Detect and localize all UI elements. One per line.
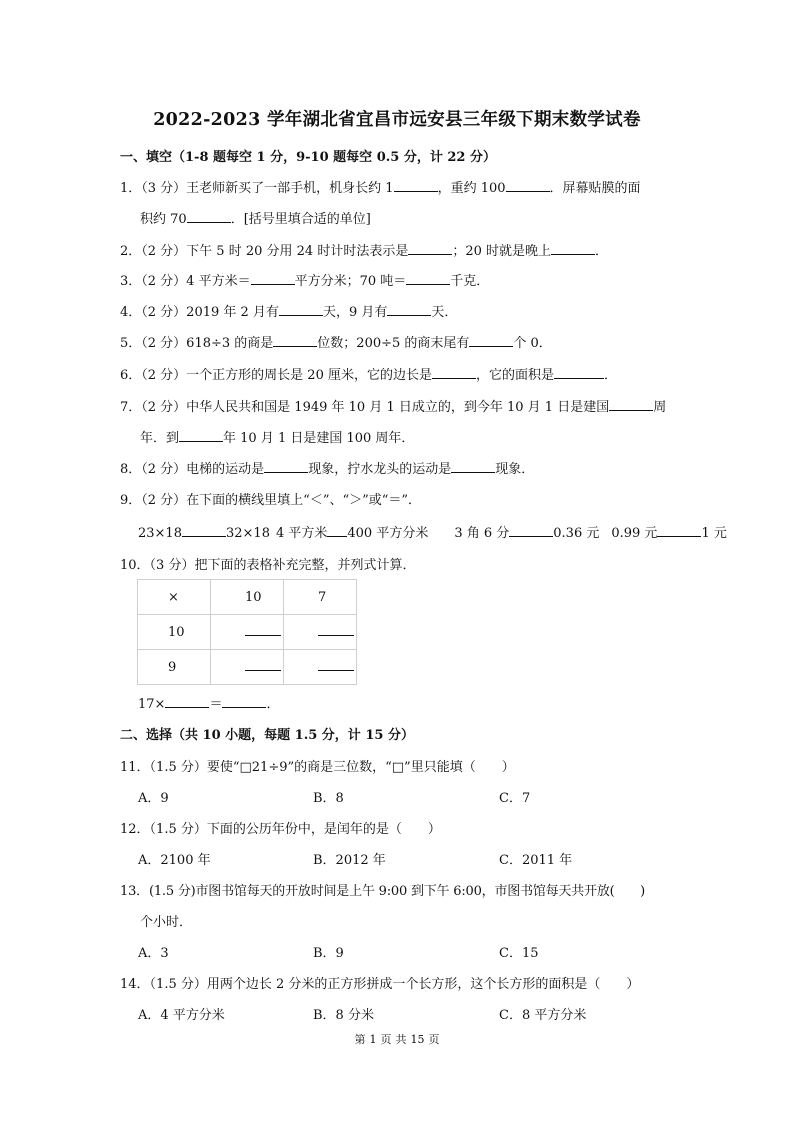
table-row xyxy=(138,615,357,650)
q7-blank-1[interactable] xyxy=(609,398,653,411)
table-answer-cell[interactable] xyxy=(211,650,284,685)
table-header-cell: 7 xyxy=(284,580,357,615)
section-choice-heading: 二、选择（共 10 小题，每题 1.5 分，计 15 分） xyxy=(120,728,414,743)
q10-calc-text-a: 17× xyxy=(138,697,166,712)
q9-blank-2[interactable] xyxy=(327,524,347,537)
q9-blank-1[interactable] xyxy=(182,524,226,537)
option-b[interactable]: B．2012 年 xyxy=(313,853,386,868)
q2-text-b: ；20 时就是晚上 xyxy=(452,244,552,259)
footer-text: 第 xyxy=(354,1033,366,1046)
q9-expr-5: 3 角 6 分 xyxy=(454,526,510,541)
q2-text-a: 2．（2 分）下午 5 时 20 分用 24 时计时法表示是 xyxy=(120,244,409,259)
q5-text-a: 5．（2 分）618÷3 的商是 xyxy=(120,336,274,351)
q4-text-b: 天，9 月有 xyxy=(322,305,388,320)
question-7 xyxy=(120,396,666,415)
question-14: 14．（1.5 分）用两个边长 2 分米的正方形拼成一个长方形，这个长方形的面积是（ ） xyxy=(120,977,640,992)
question-8 xyxy=(120,458,534,477)
q1-text-b: ，重约 100 xyxy=(437,181,506,196)
q6-blank-1[interactable] xyxy=(432,366,476,379)
q3-text-b: 平方分米；70 吨＝ xyxy=(294,274,407,289)
q8-blank-2[interactable] xyxy=(451,460,495,473)
q2-text-c: ． xyxy=(595,244,609,259)
table-answer-cell[interactable] xyxy=(211,615,284,650)
option-b[interactable]: B．8 xyxy=(313,791,344,806)
option-c[interactable]: C．7 xyxy=(499,791,531,806)
question-3 xyxy=(120,270,489,289)
q7-blank-2[interactable] xyxy=(179,429,223,442)
table-row xyxy=(138,650,357,685)
q7-text-d: 年 10 月 1 日是建国 100 周年． xyxy=(223,431,415,446)
q1-blank-2[interactable] xyxy=(506,179,550,192)
q3-text-a: 3．（2 分）4 平方米＝ xyxy=(120,274,251,289)
q3-text-c: 千克． xyxy=(450,274,490,289)
question-1-cont xyxy=(140,208,371,227)
multiplication-table xyxy=(137,579,357,685)
answer-blank[interactable] xyxy=(245,660,281,671)
section-fill-in-heading: 一、填空（1-8 题每空 1 分，9-10 题每空 0.5 分，计 22 分） xyxy=(120,150,496,165)
answer-blank[interactable] xyxy=(245,625,281,636)
table-row-label: 10 xyxy=(138,615,211,650)
question-13-cont: 个小时． xyxy=(140,915,193,930)
q2-blank-2[interactable] xyxy=(551,242,595,255)
q7-text-a: 7．（2 分）中华人民共和国是 1949 年 10 月 1 日成立的，到今年 10 月 1 日是建国 xyxy=(120,400,610,415)
q6-text-c: ． xyxy=(604,368,618,383)
q10-blank-1[interactable] xyxy=(165,695,209,708)
q9-expr-8: 1 元 xyxy=(701,526,727,541)
q1-text-c: ．屏幕贴膜的面 xyxy=(549,181,641,196)
q5-blank-2[interactable] xyxy=(469,334,513,347)
q4-blank-2[interactable] xyxy=(387,303,431,316)
q5-text-c: 个 0． xyxy=(513,336,552,351)
option-b[interactable]: B．8 分米 xyxy=(313,1008,374,1023)
q10-text-a: 10．（3 分）把下面的表格补充完整，并列式计算． xyxy=(120,558,416,573)
q6-blank-2[interactable] xyxy=(554,366,604,379)
q9-expr-6: 0.36 元 xyxy=(553,526,600,541)
option-a[interactable]: A．3 xyxy=(138,946,169,961)
footer-text: 页 xyxy=(380,1033,392,1046)
q10-blank-2[interactable] xyxy=(222,695,266,708)
q5-blank-1[interactable] xyxy=(273,334,317,347)
q4-blank-1[interactable] xyxy=(279,303,323,316)
q2-blank-1[interactable] xyxy=(408,242,452,255)
option-c[interactable]: C．2011 年 xyxy=(499,853,573,868)
table-answer-cell[interactable] xyxy=(284,650,357,685)
question-9 xyxy=(120,489,421,508)
question-2 xyxy=(120,240,608,259)
q1-text-d: 积约 70 xyxy=(140,212,187,227)
total-pages: 15 xyxy=(410,1033,425,1046)
page-footer xyxy=(0,1031,794,1047)
question-10 xyxy=(120,554,415,573)
footer-text: 页 xyxy=(428,1033,440,1046)
q7-text-b: 周 xyxy=(653,400,667,415)
question-11: 11．（1.5 分）要使“□21÷9”的商是三位数，“□”里只能填（ ） xyxy=(120,760,515,775)
answer-blank[interactable] xyxy=(318,625,354,636)
question-5 xyxy=(120,332,552,351)
table-header-cell: 10 xyxy=(211,580,284,615)
question-9-items xyxy=(138,522,727,541)
question-12: 12．（1.5 分）下面的公历年份中，是闰年的是（ ） xyxy=(120,822,441,837)
q9-expr-2: 32×18 xyxy=(225,526,270,541)
q3-blank-2[interactable] xyxy=(406,272,450,285)
q9-text-a: 9．（2 分）在下面的横线里填上“＜”、“＞”或“＝”． xyxy=(120,493,422,508)
option-a[interactable]: A．9 xyxy=(138,791,169,806)
q10-calc-text-b: ＝ xyxy=(209,697,223,712)
q6-text-a: 6．（2 分）一个正方形的周长是 20 厘米，它的边长是 xyxy=(120,368,432,383)
q1-blank-1[interactable] xyxy=(394,179,438,192)
q9-blank-3[interactable] xyxy=(509,524,553,537)
question-1 xyxy=(120,177,641,196)
q3-blank-1[interactable] xyxy=(251,272,295,285)
question-4 xyxy=(120,301,457,320)
q9-expr-1: 23×18 xyxy=(138,526,182,541)
question-7-cont xyxy=(140,427,414,446)
table-header-row xyxy=(138,580,357,615)
q8-text-c: 现象． xyxy=(495,462,535,477)
q1-text-e: ．[括号里填合适的单位] xyxy=(230,212,371,227)
q8-text-a: 8．（2 分）电梯的运动是 xyxy=(120,462,265,477)
q5-text-b: 位数；200÷5 的商末尾有 xyxy=(317,336,470,351)
q4-text-a: 4．（2 分）2019 年 2 月有 xyxy=(120,305,279,320)
question-6 xyxy=(120,364,617,383)
q8-blank-1[interactable] xyxy=(264,460,308,473)
q9-blank-4[interactable] xyxy=(657,524,701,537)
option-a[interactable]: A．2100 年 xyxy=(138,853,211,868)
option-a[interactable]: A．4 平方分米 xyxy=(138,1008,225,1023)
q4-text-c: 天． xyxy=(431,305,458,320)
table-header-cell: × xyxy=(138,580,211,615)
q9-expr-4: 400 平方分米 xyxy=(347,526,429,541)
q9-expr-3: 4 平方米 xyxy=(275,526,328,541)
q7-text-c: 年．到 xyxy=(140,431,180,446)
answer-blank[interactable] xyxy=(318,660,354,671)
option-c[interactable]: C．15 xyxy=(499,946,539,961)
q6-text-b: ，它的面积是 xyxy=(475,368,554,383)
table-row-label: 9 xyxy=(138,650,211,685)
page-number: 1 xyxy=(369,1033,377,1046)
q1-text-a: 1．（3 分）王老师新买了一部手机，机身长约 1 xyxy=(120,181,394,196)
q8-text-b: 现象，拧水龙头的运动是 xyxy=(308,462,452,477)
q1-blank-3[interactable] xyxy=(187,210,231,223)
q10-calc-text-c: ． xyxy=(266,697,280,712)
question-10-calc xyxy=(138,693,279,712)
q9-expr-7: 0.99 元 xyxy=(611,526,658,541)
question-13: 13．(1.5 分)市图书馆每天的开放时间是上午 9:00 到下午 6:00，市图书馆每天共开放( ) xyxy=(120,884,646,899)
footer-text: 共 xyxy=(395,1033,407,1046)
page-title: 2022-2023 学年湖北省宜昌市远安县三年级下期末数学试卷 xyxy=(153,110,641,130)
table-answer-cell[interactable] xyxy=(284,615,357,650)
option-c[interactable]: C．8 平方分米 xyxy=(499,1008,587,1023)
option-b[interactable]: B．9 xyxy=(313,946,344,961)
